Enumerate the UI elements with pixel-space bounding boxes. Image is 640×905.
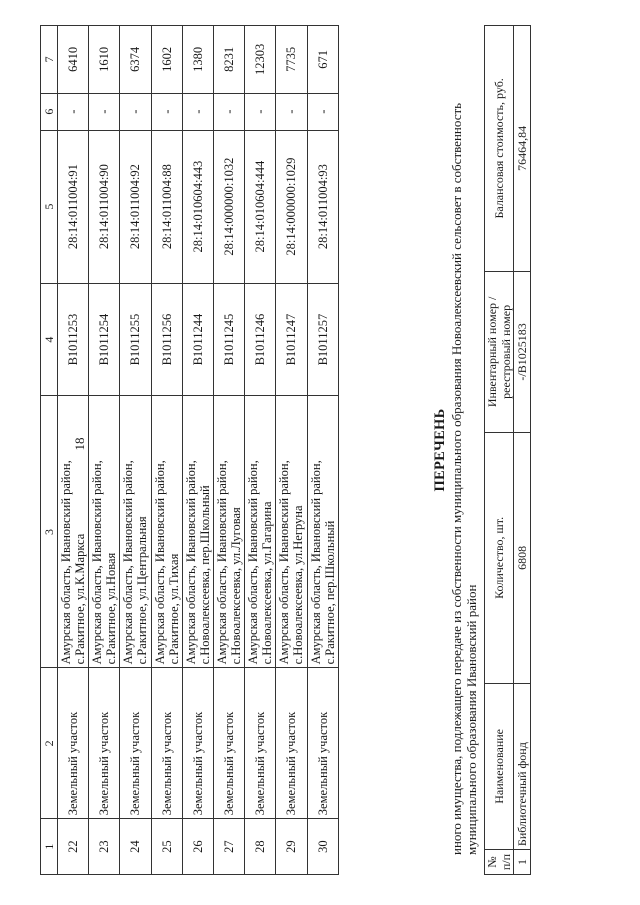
row-number: 24 bbox=[120, 819, 151, 875]
column-6-value: - bbox=[58, 93, 89, 130]
header-cell: Инвентарный номер / реестровый номер bbox=[485, 271, 514, 432]
header-cell: Балансовая стоимость, руб. bbox=[485, 26, 514, 272]
header-cell: 5 bbox=[41, 130, 58, 283]
object-name: Земельный участок bbox=[182, 668, 213, 819]
table-row bbox=[213, 26, 244, 875]
column-6-value: - bbox=[120, 93, 151, 130]
inventory-number: В1011246 bbox=[245, 283, 276, 396]
table-row bbox=[514, 26, 531, 875]
row-number: 22 bbox=[58, 819, 89, 875]
object-address: Амурская область, Ивановский район, с.Ракитное, ул.Новая bbox=[89, 396, 120, 668]
cost-value: 671 bbox=[307, 26, 338, 94]
header-cell: 3 bbox=[41, 396, 58, 668]
document-sheet bbox=[40, 25, 600, 875]
table-header-row bbox=[41, 26, 58, 875]
row-number: 1 bbox=[514, 850, 531, 875]
cost-value: 6410 bbox=[58, 26, 89, 94]
object-address: Амурская область, Ивановский район, с.Ракитное, ул.Центральная bbox=[120, 396, 151, 668]
table-header-row bbox=[485, 26, 514, 875]
object-address: Амурская область, Ивановский район, с.Ракитное, ул.К.Маркса bbox=[58, 396, 89, 668]
table-row bbox=[182, 26, 213, 875]
cost-value: 76464,84 bbox=[514, 26, 531, 272]
land-plots-table bbox=[40, 25, 339, 875]
cadastral-number: 28:14:011004:88 bbox=[151, 130, 182, 283]
cadastral-number: 28:14:011004:93 bbox=[307, 130, 338, 283]
list-description: иного имущества, подлежащего передаче из собственности муниципального образования Новоалексеевский сельсовет в собственность муниципального образования Ивановский район bbox=[449, 102, 479, 855]
object-name: Земельный участок bbox=[120, 668, 151, 819]
header-cell: № п/п bbox=[485, 850, 514, 875]
row-number: 27 bbox=[213, 819, 244, 875]
column-6-value: - bbox=[276, 93, 307, 130]
row-number: 23 bbox=[89, 819, 120, 875]
cost-value: 6374 bbox=[120, 26, 151, 94]
list-title: ПЕРЕЧЕНЬ bbox=[432, 408, 448, 492]
header-cell: 7 bbox=[41, 26, 58, 94]
object-address: Амурская область, Ивановский район, с.Ракитное, ул.Тихая bbox=[151, 396, 182, 668]
object-name: Земельный участок bbox=[213, 668, 244, 819]
object-name: Библиотечный фонд bbox=[514, 683, 531, 849]
row-number: 29 bbox=[276, 819, 307, 875]
header-cell: 4 bbox=[41, 283, 58, 396]
object-name: Земельный участок bbox=[307, 668, 338, 819]
object-name: Земельный участок bbox=[58, 668, 89, 819]
column-6-value: - bbox=[182, 93, 213, 130]
cost-value: 1380 bbox=[182, 26, 213, 94]
inventory-number: В1011253 bbox=[58, 283, 89, 396]
header-cell: Наименование bbox=[485, 683, 514, 849]
table-row bbox=[120, 26, 151, 875]
inventory-number: В1011257 bbox=[307, 283, 338, 396]
quantity-value: 6808 bbox=[514, 433, 531, 684]
cadastral-number: 28:14:010604:443 bbox=[182, 130, 213, 283]
other-property-table bbox=[484, 25, 531, 875]
object-address: Амурская область, Ивановский район, с.Новоалексеевка, ул.Негруна bbox=[276, 396, 307, 668]
cost-value: 1610 bbox=[89, 26, 120, 94]
inventory-number: -/В1025183 bbox=[514, 271, 531, 432]
object-address: Амурская область, Ивановский район, с.Новоалексеевка, пер.Школьный bbox=[182, 396, 213, 668]
table-row bbox=[276, 26, 307, 875]
inventory-number: В1011245 bbox=[213, 283, 244, 396]
cadastral-number: 28:14:011004:91 bbox=[58, 130, 89, 283]
table-row bbox=[89, 26, 120, 875]
object-name: Земельный участок bbox=[276, 668, 307, 819]
object-name: Земельный участок bbox=[89, 668, 120, 819]
inventory-number: В1011244 bbox=[182, 283, 213, 396]
cadastral-number: 28:14:011004:92 bbox=[120, 130, 151, 283]
cost-value: 8231 bbox=[213, 26, 244, 94]
object-address: Амурская область, Ивановский район, с.Новоалексеевка, ул.Луговая bbox=[213, 396, 244, 668]
object-address: Амурская область, Ивановский район, с.Ракитное, пер.Школьный bbox=[307, 396, 338, 668]
column-6-value: - bbox=[213, 93, 244, 130]
column-6-value: - bbox=[89, 93, 120, 130]
object-address: Амурская область, Ивановский район, с.Новоалексеевка, ул.Гагарина bbox=[245, 396, 276, 668]
object-name: Земельный участок bbox=[245, 668, 276, 819]
header-cell: 1 bbox=[41, 819, 58, 875]
inventory-number: В1011255 bbox=[120, 283, 151, 396]
cadastral-number: 28:14:000000:1032 bbox=[213, 130, 244, 283]
table-row bbox=[151, 26, 182, 875]
cadastral-number: 28:14:010604:444 bbox=[245, 130, 276, 283]
table-row bbox=[245, 26, 276, 875]
page-number: 18 bbox=[72, 437, 87, 451]
cadastral-number: 28:14:011004:90 bbox=[89, 130, 120, 283]
cost-value: 1602 bbox=[151, 26, 182, 94]
header-cell: 6 bbox=[41, 93, 58, 130]
column-6-value: - bbox=[151, 93, 182, 130]
row-number: 28 bbox=[245, 819, 276, 875]
cadastral-number: 28:14:000000:1029 bbox=[276, 130, 307, 283]
column-6-value: - bbox=[307, 93, 338, 130]
inventory-number: В1011256 bbox=[151, 283, 182, 396]
row-number: 30 bbox=[307, 819, 338, 875]
row-number: 25 bbox=[151, 819, 182, 875]
table-row bbox=[307, 26, 338, 875]
row-number: 26 bbox=[182, 819, 213, 875]
object-name: Земельный участок bbox=[151, 668, 182, 819]
column-6-value: - bbox=[245, 93, 276, 130]
cost-value: 12303 bbox=[245, 26, 276, 94]
cost-value: 7735 bbox=[276, 26, 307, 94]
table-row bbox=[58, 26, 89, 875]
header-cell: 2 bbox=[41, 668, 58, 819]
inventory-number: В1011247 bbox=[276, 283, 307, 396]
inventory-number: В1011254 bbox=[89, 283, 120, 396]
header-cell: Количество, шт. bbox=[485, 433, 514, 684]
